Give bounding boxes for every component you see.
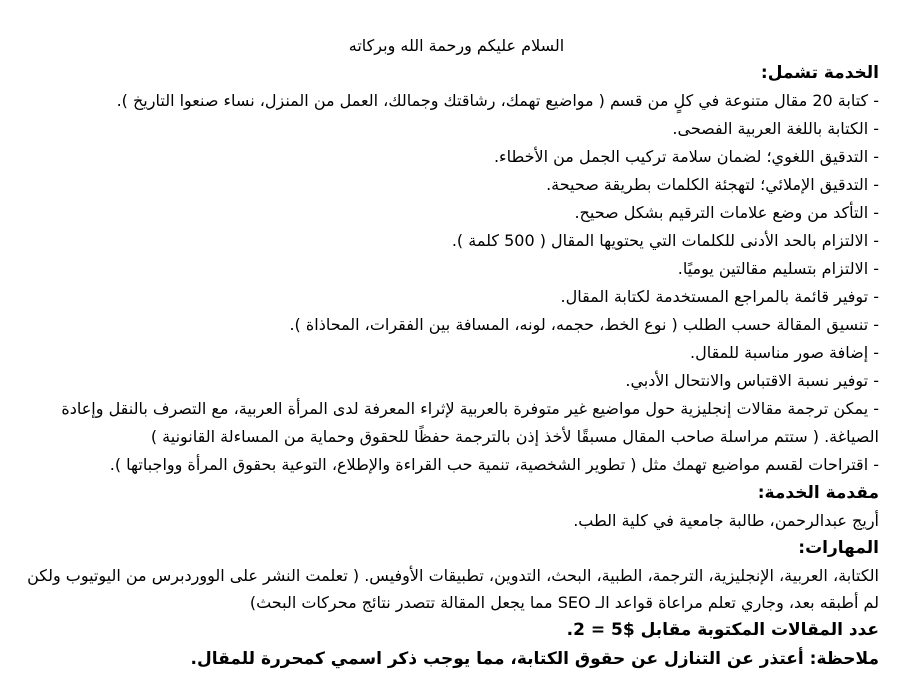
list-item: - اقتراحات لقسم مواضيع تهمك مثل ( تطوير الشخصية، تنمية حب القراءة والإطلاع، التوعية بحقوق المرأة وواجباتها ).	[109, 455, 879, 474]
list-item: - التأكد من وضع علامات الترقيم بشكل صحيح.	[574, 203, 879, 222]
list-item: - الالتزام بتسليم مقالتين يوميًا.	[677, 259, 879, 278]
list-item: - توفير قائمة بالمراجع المستخدمة لكتابة المقال.	[560, 287, 879, 306]
price-line: عدد المقالات المكتوبة مقابل $5 = 2.	[566, 620, 879, 640]
list-item: - التدقيق الإملائي؛ لتهجئة الكلمات بطريقة صحيحة.	[546, 175, 879, 194]
list-item: - تنسيق المقالة حسب الطلب ( نوع الخط، حجمه، لونه، المسافة بين الفقرات، المحاذاة ).	[289, 315, 879, 334]
list-item: - إضافة صور مناسبة للمقال.	[689, 343, 879, 362]
list-item: - توفير نسبة الاقتباس والانتحال الأدبي.	[625, 371, 879, 390]
note-line: ملاحظة: أعتذر عن التنازل عن حقوق الكتابة، مما يوجب ذكر اسمي كمحررة للمقال.	[190, 649, 879, 669]
provider-heading: مقدمة الخدمة:	[757, 483, 879, 503]
skills-text: الكتابة، العربية، الإنجليزية، الترجمة، الطبية، البحث، التدوين، تطبيقات الأوفيس. ( تعلمت النشر على الووردبرس من اليوتيوب ولكن لم أطبقه بعد، وجاري تعلم مراعاة قواعد الـ SEO مما يجعل المقالة تتصدر نتائج محركات البحث)	[27, 566, 879, 612]
provider-text: أريج عبدالرحمن، طالبة جامعية في كلية الطب.	[573, 511, 879, 530]
list-item: - الالتزام بالحد الأدنى للكلمات التي يحتويها المقال ( 500 كلمة ).	[451, 231, 879, 250]
service-includes-list	[14, 87, 879, 479]
service-includes-heading: الخدمة تشمل:	[760, 63, 879, 83]
list-item: - التدقيق اللغوي؛ لضمان سلامة تركيب الجمل من الأخطاء.	[493, 147, 879, 166]
list-item: - كتابة 20 مقال متنوعة في كلٍ من قسم ( مواضيع تهمك، رشاقتك وجمالك، العمل من المنزل، نساء صنعوا التاريخ ).	[116, 91, 879, 110]
greeting: السلام عليكم ورحمة الله وبركاته	[348, 36, 565, 55]
skills-heading: المهارات:	[798, 538, 879, 558]
list-item: - الكتابة باللغة العربية الفصحى.	[672, 119, 879, 138]
list-item: - يمكن ترجمة مقالات إنجليزية حول مواضيع غير متوفرة بالعربية لإثراء المعرفة لدى المرأة العربية، مع التصرف بالنقل وإعادة الصياغة. ( ستتم مراسلة صاحب المقال مسبقًا لأخذ إذن بالترجمة حفظًا للحقوق وحماية من المساءلة القانونية )	[61, 399, 879, 446]
